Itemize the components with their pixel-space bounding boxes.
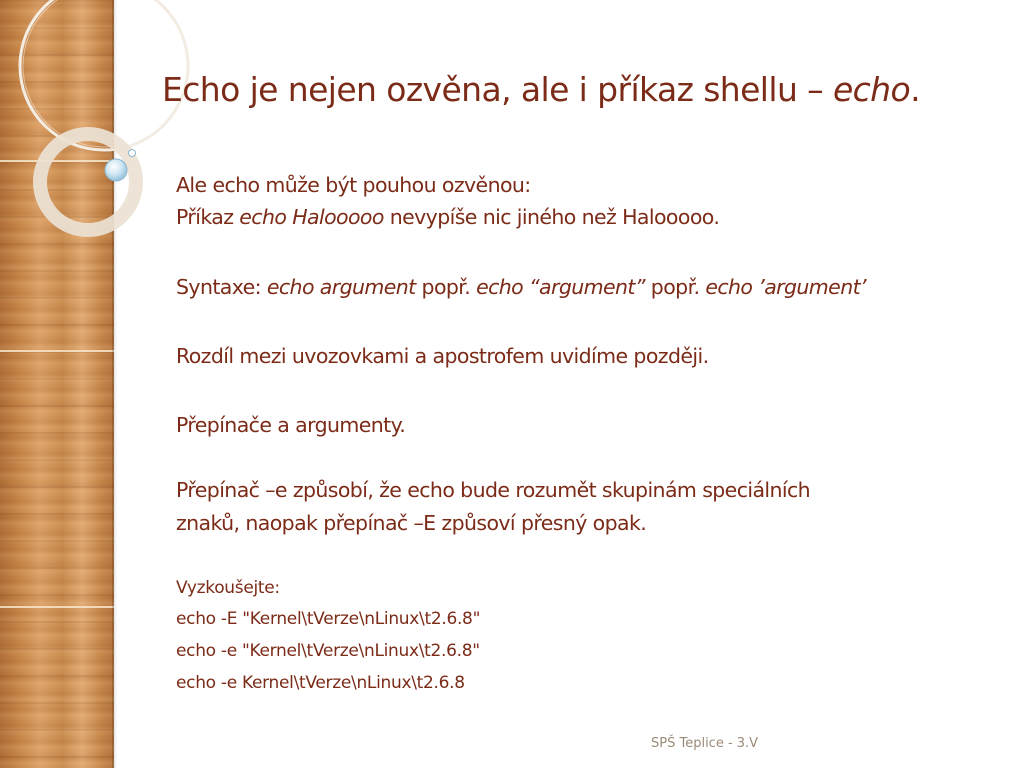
try-label: Vyzkoušejte: xyxy=(176,578,280,598)
switch-e-line-2: znaků, naopak přepínač –E způsoví přesný opak. xyxy=(176,511,647,535)
switches-heading: Přepínače a argumenty. xyxy=(176,413,406,437)
switch-e-line-1: Přepínač –e způsobí, že echo bude rozumět skupinám speciálních xyxy=(176,478,811,502)
example-command-2: echo -e "Kernel\tVerze\nLinux\t2.6.8" xyxy=(176,641,480,661)
syntax-line: Syntaxe: echo argument popř. echo “argument” popř. echo ’argument’ xyxy=(176,275,866,299)
example-command-3: echo -e Kernel\tVerze\nLinux\t2.6.8 xyxy=(176,673,465,693)
slide-footer: SPŠ Teplice - 3.V xyxy=(651,736,759,751)
example-command-1: echo -E "Kernel\tVerze\nLinux\t2.6.8" xyxy=(176,609,481,629)
quotes-difference-line: Rozdíl mezi uvozovkami a apostrofem uvidíme později. xyxy=(176,344,709,368)
wood-seam xyxy=(0,606,114,608)
intro-line: Ale echo může být pouhou ozvěnou: xyxy=(176,173,531,197)
intro-command-line: Příkaz echo Halooooo nevypíše nic jiného než Halooooo. xyxy=(176,205,720,229)
slide-title: Echo je nejen ozvěna, ale i příkaz shellu – echo. xyxy=(162,70,920,109)
decorative-rings-icon xyxy=(0,0,200,260)
wood-seam xyxy=(0,350,114,352)
